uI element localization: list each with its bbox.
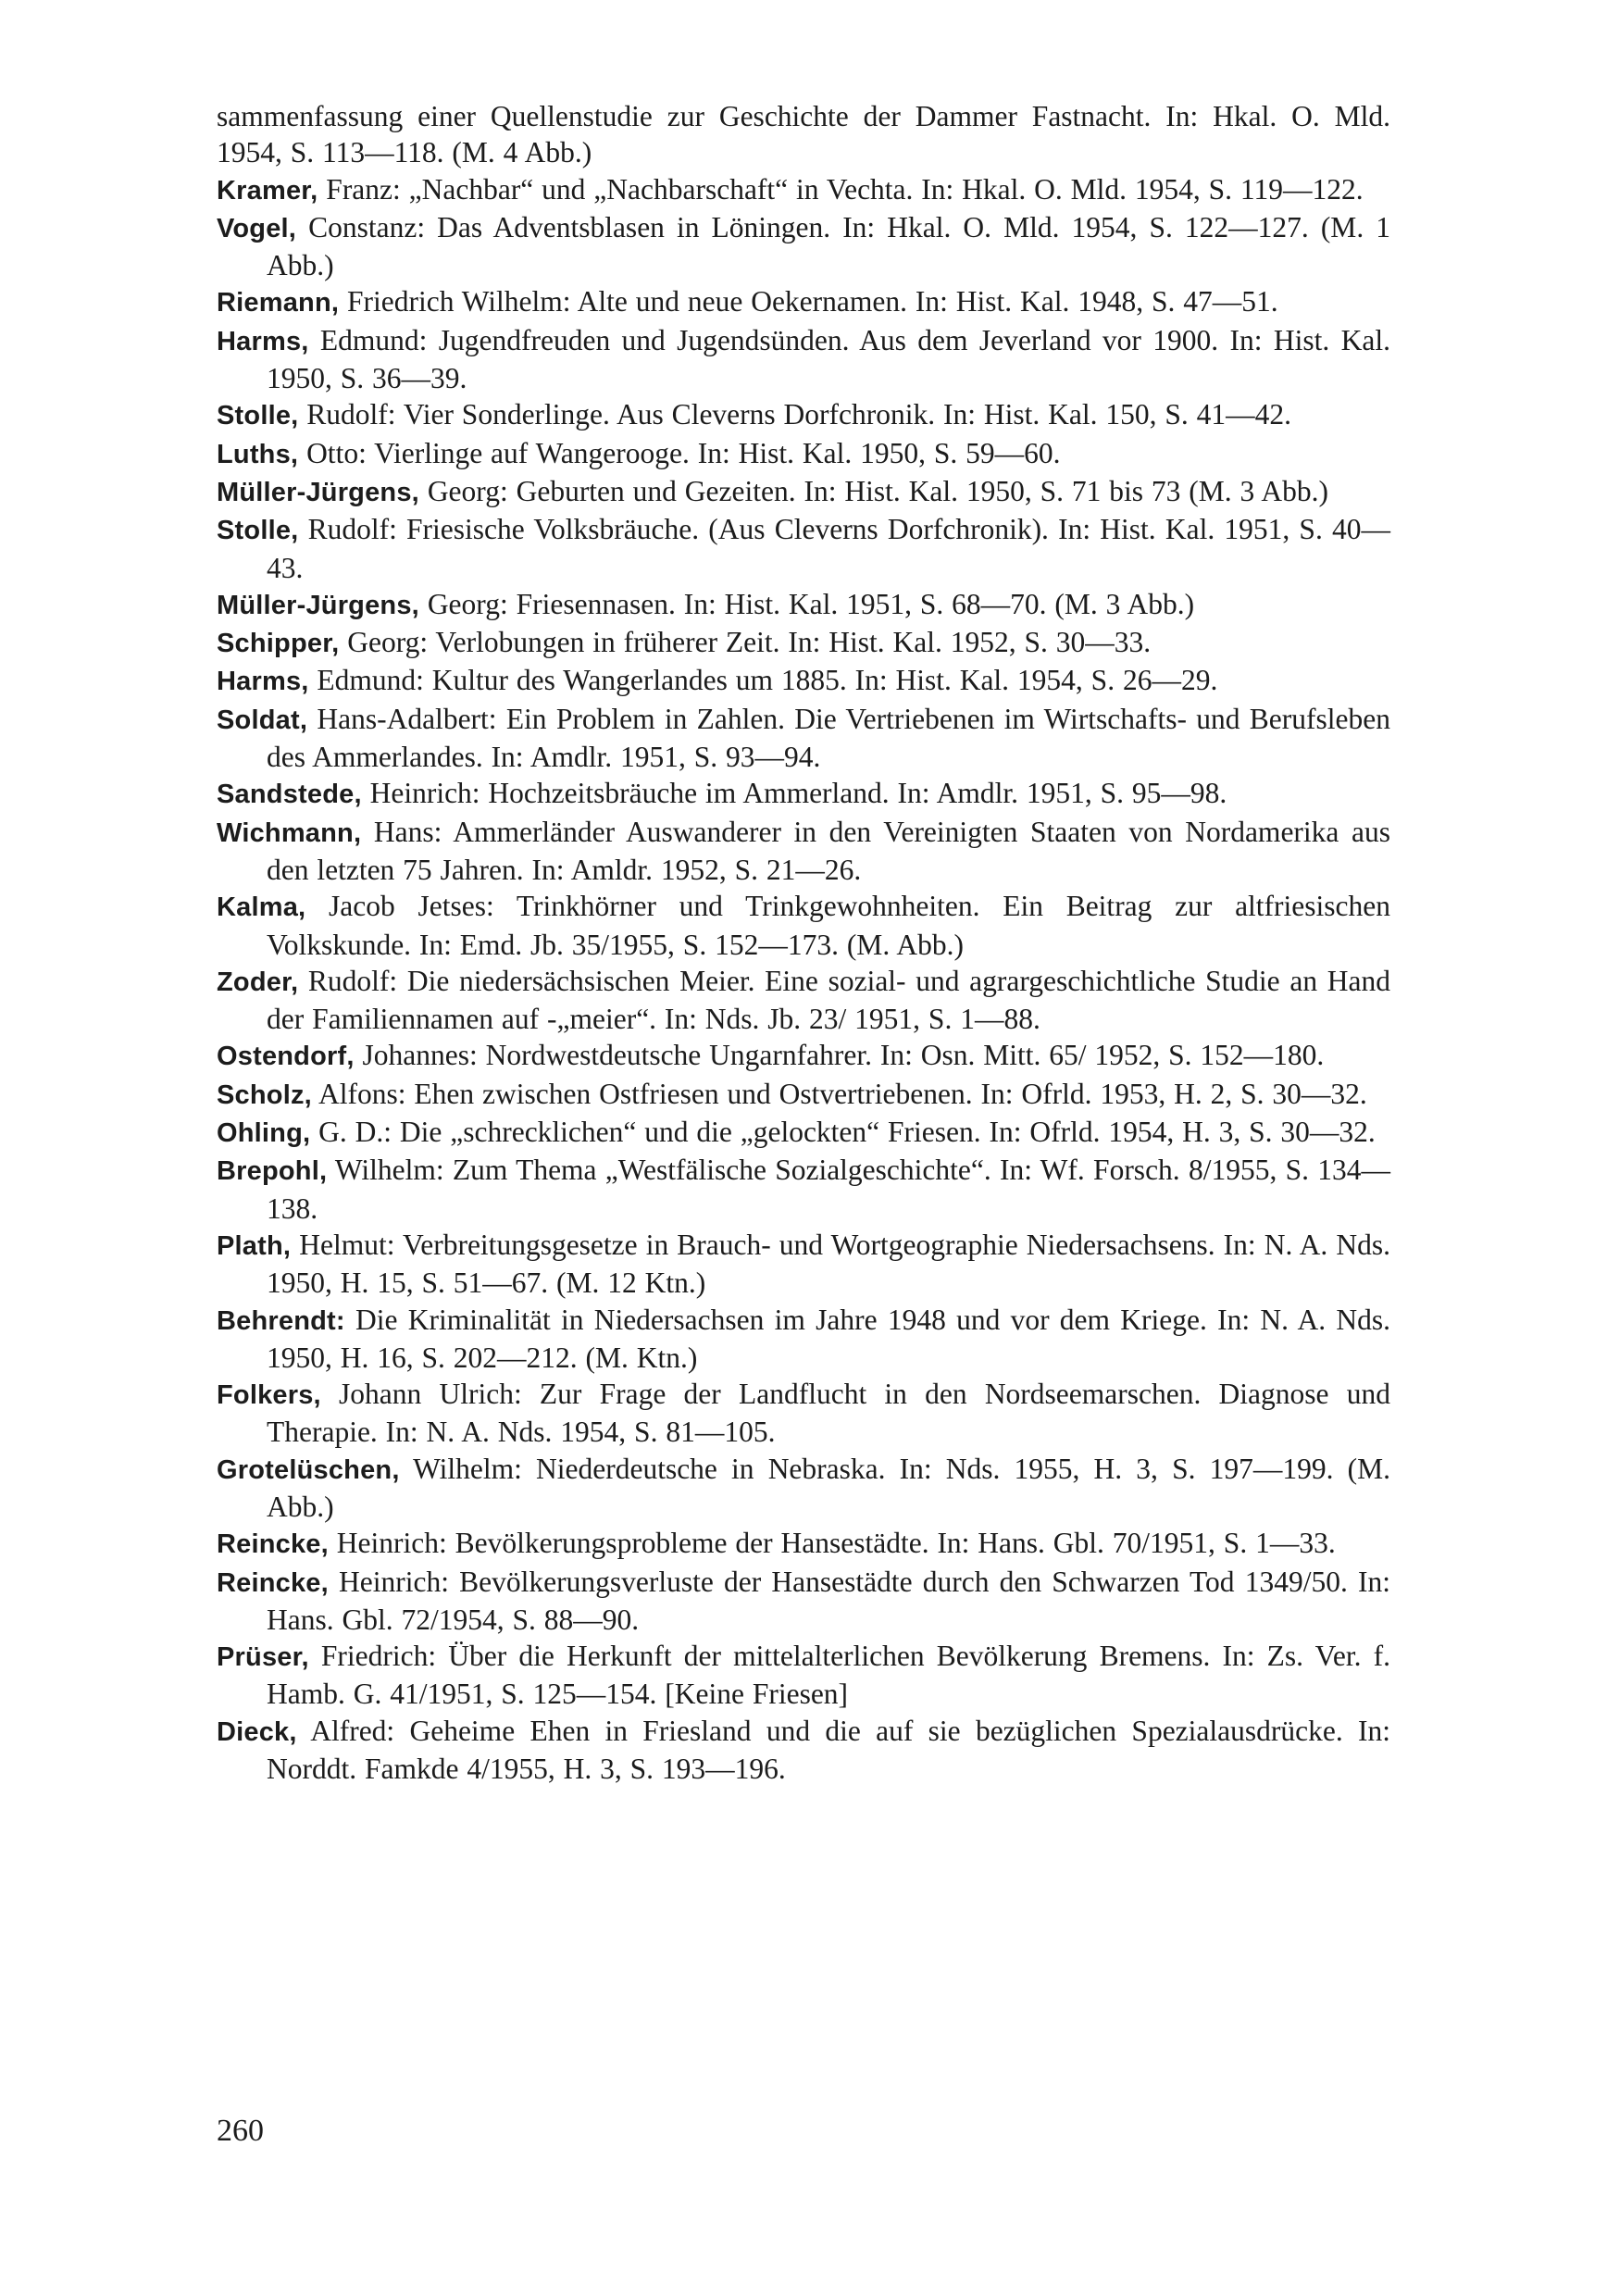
bibliography-entry <box>217 624 1390 662</box>
entry-text: Heinrich: Bevölkerungsverluste der Hansestädte durch den Schwarzen Tod 1349/50. In: Hans. Gbl. 72/1954, S. 88—90. <box>267 1565 1390 1636</box>
bibliography-entry <box>217 511 1390 586</box>
entry-text: Helmut: Verbreitungsgesetze in Brauch- und Wortgeographie Niedersachsens. In: N. A. Nds. 1950, H. 15, S. 51—67. (M. 12 Ktn.) <box>267 1228 1390 1300</box>
entry-text: Constanz: Das Adventsblasen in Löningen. In: Hkal. O. Mld. 1954, S. 122—127. (M. 1 Abb.) <box>267 210 1390 282</box>
entry-text: Franz: „Nachbar“ und „Nachbarschaft“ in Vechta. In: Hkal. O. Mld. 1954, S. 119—122. <box>318 172 1364 206</box>
bibliography-entry <box>217 209 1390 284</box>
entry-author: Müller-Jürgens, <box>217 590 419 620</box>
bibliography-entry <box>217 1227 1390 1302</box>
bibliography-entry <box>217 1564 1390 1639</box>
entry-text: Georg: Friesennasen. In: Hist. Kal. 1951, S. 68—70. (M. 3 Abb.) <box>418 587 1195 620</box>
bibliography-entry <box>217 171 1390 209</box>
entry-author: Brepohl, <box>217 1156 328 1187</box>
entry-author: Plath, <box>217 1230 292 1261</box>
entry-author: Luths, <box>217 439 299 469</box>
entry-author: Kramer, <box>217 175 318 206</box>
bibliography-entry <box>217 1525 1390 1563</box>
bibliography-entry <box>217 888 1390 963</box>
bibliography-entry <box>217 1076 1390 1114</box>
bibliography-entry <box>217 1302 1390 1377</box>
entry-author: Schipper, <box>217 629 340 659</box>
entry-author: Zoder, <box>217 967 299 997</box>
entry-text: Friedrich: Über die Herkunft der mittelalterlichen Bevölkerung Bremens. In: Zs. Ver. f. Hamb. G. 41/1951, S. 125—154. [Keine Friesen] <box>267 1640 1390 1711</box>
entry-author: Behrendt: <box>217 1305 345 1336</box>
entries-container <box>217 171 1390 1788</box>
entry-text: Johann Ulrich: Zur Frage der Landflucht in den Nordseemarschen. Diagnose und Therapie. In: N. A. Nds. 1954, S. 81—105. <box>267 1378 1390 1449</box>
entry-text: Friedrich Wilhelm: Alte und neue Oekernamen. In: Hist. Kal. 1948, S. 47—51. <box>339 285 1278 318</box>
bibliography-entry <box>217 322 1390 397</box>
entry-text: Heinrich: Bevölkerungsprobleme der Hansestädte. In: Hans. Gbl. 70/1951, S. 1—33. <box>328 1527 1336 1560</box>
entry-author: Soldat, <box>217 705 308 735</box>
entry-author: Reincke, <box>217 1529 329 1560</box>
bibliography-entry <box>217 963 1390 1038</box>
entry-text: Alfred: Geheime Ehen in Friesland und die auf sie bezüglichen Spezialausdrücke. In: Norddt. Famkde 4/1955, H. 3, S. 193—196. <box>267 1714 1390 1786</box>
bibliography-entry <box>217 1037 1390 1075</box>
entry-author: Ohling, <box>217 1118 311 1149</box>
bibliography-entry <box>217 662 1390 700</box>
bibliography-entry <box>217 1451 1390 1526</box>
entry-author: Stolle, <box>217 516 299 546</box>
entry-author: Kalma, <box>217 892 306 923</box>
bibliography-entry <box>217 814 1390 889</box>
entry-text: Wilhelm: Niederdeutsche in Nebraska. In: Nds. 1955, H. 3, S. 197—199. (M. Abb.) <box>267 1452 1390 1523</box>
entry-text: Georg: Geburten und Gezeiten. In: Hist. Kal. 1950, S. 71 bis 73 (M. 3 Abb.) <box>418 474 1328 507</box>
bibliography-entry <box>217 473 1390 511</box>
entry-text: Wilhelm: Zum Thema „Westfälische Sozialgeschichte“. In: Wf. Forsch. 8/1955, S. 134—138. <box>267 1154 1390 1225</box>
entry-author: Sandstede, <box>217 780 362 810</box>
entry-author: Wichmann, <box>217 817 362 848</box>
entry-text: Johannes: Nordwestdeutsche Ungarnfahrer. In: Osn. Mitt. 65/ 1952, S. 152—180. <box>354 1039 1325 1072</box>
bibliography-entry <box>217 1376 1390 1451</box>
entry-text: Jacob Jetses: Trinkhörner und Trinkgewohnheiten. Ein Beitrag zur altfriesischen Volkskunde. In: Emd. Jb. 35/1955, S. 152—173. (M. Abb.) <box>267 890 1390 961</box>
entry-author: Ostendorf, <box>217 1042 355 1072</box>
bibliography-entry <box>217 1713 1390 1788</box>
bibliography-entry <box>217 586 1390 624</box>
continued-entry: sammenfassung einer Quellenstudie zur Geschichte der Dammer Fastnacht. In: Hkal. O. Mld. 1954, S. 113—118. (M. 4 Abb.) <box>217 100 1390 169</box>
page-number: 260 <box>217 2114 264 2148</box>
bibliography-entry <box>217 396 1390 434</box>
entry-author: Harms, <box>217 667 309 697</box>
entry-author: Scholz, <box>217 1079 312 1110</box>
entry-author: Reincke, <box>217 1567 329 1598</box>
bibliography-entry <box>217 283 1390 321</box>
entry-text: Edmund: Jugendfreuden und Jugendsünden. Aus dem Jeverland vor 1900. In: Hist. Kal. 1950, S. 36—39. <box>267 323 1390 395</box>
entry-author: Harms, <box>217 326 309 356</box>
entry-author: Prüser, <box>217 1642 309 1673</box>
entry-text: Rudolf: Vier Sonderlinge. Aus Cleverns Dorfchronik. In: Hist. Kal. 150, S. 41—42. <box>298 398 1291 431</box>
entry-author: Müller-Jürgens, <box>217 477 419 507</box>
entry-author: Vogel, <box>217 213 297 243</box>
bibliography-entry <box>217 701 1390 776</box>
entry-text: Otto: Vierlinge auf Wangerooge. In: Hist. Kal. 1950, S. 59—60. <box>298 436 1061 469</box>
bibliography-entry <box>217 775 1390 813</box>
bibliography-entry <box>217 1152 1390 1227</box>
bibliography-entry <box>217 1638 1390 1713</box>
entry-author: Folkers, <box>217 1380 321 1411</box>
entry-text: G. D.: Die „schrecklichen“ und die „gelockten“ Friesen. In: Ofrld. 1954, H. 3, S. 30—32. <box>310 1116 1376 1149</box>
entry-text: Rudolf: Friesische Volksbräuche. (Aus Cleverns Dorfchronik). In: Hist. Kal. 1951, S. 40—43. <box>267 513 1390 584</box>
entry-author: Riemann, <box>217 288 340 318</box>
entry-text: Edmund: Kultur des Wangerlandes um 1885. In: Hist. Kal. 1954, S. 26—29. <box>308 664 1218 697</box>
bibliography-list <box>217 98 1390 1787</box>
entry-author: Dieck, <box>217 1716 297 1747</box>
entry-text: Hans-Adalbert: Ein Problem in Zahlen. Die Vertriebenen im Wirtschafts- und Berufsleben des Ammerlandes. In: Amdlr. 1951, S. 93—94. <box>267 702 1390 774</box>
entry-author: Grotelüschen, <box>217 1454 400 1485</box>
entry-text: Rudolf: Die niedersächsischen Meier. Eine sozial- und agrargeschichtliche Studie an Hand der Familiennamen auf -„meier“. In: Nds. Jb. 23/ 1951, S. 1—88. <box>267 964 1390 1036</box>
bibliography-entry <box>217 1114 1390 1152</box>
entry-text: Heinrich: Hochzeitsbräuche im Ammerland. In: Amdlr. 1951, S. 95—98. <box>361 777 1227 810</box>
entry-text: Die Kriminalität in Niedersachsen im Jahre 1948 und vor dem Kriege. In: N. A. Nds. 1950, H. 16, S. 202—212. (M. Ktn.) <box>267 1303 1390 1374</box>
entry-author: Stolle, <box>217 401 299 431</box>
entry-text: Alfons: Ehen zwischen Ostfriesen und Ostvertriebenen. In: Ofrld. 1953, H. 2, S. 30—32. <box>311 1077 1367 1110</box>
entry-text: Georg: Verlobungen in früherer Zeit. In: Hist. Kal. 1952, S. 30—33. <box>339 626 1152 659</box>
entry-text: Hans: Ammerländer Auswanderer in den Vereinigten Staaten von Nordamerika aus den letzten 75 Jahren. In: Amldr. 1952, S. 21—26. <box>267 815 1390 886</box>
bibliography-entry <box>217 435 1390 473</box>
